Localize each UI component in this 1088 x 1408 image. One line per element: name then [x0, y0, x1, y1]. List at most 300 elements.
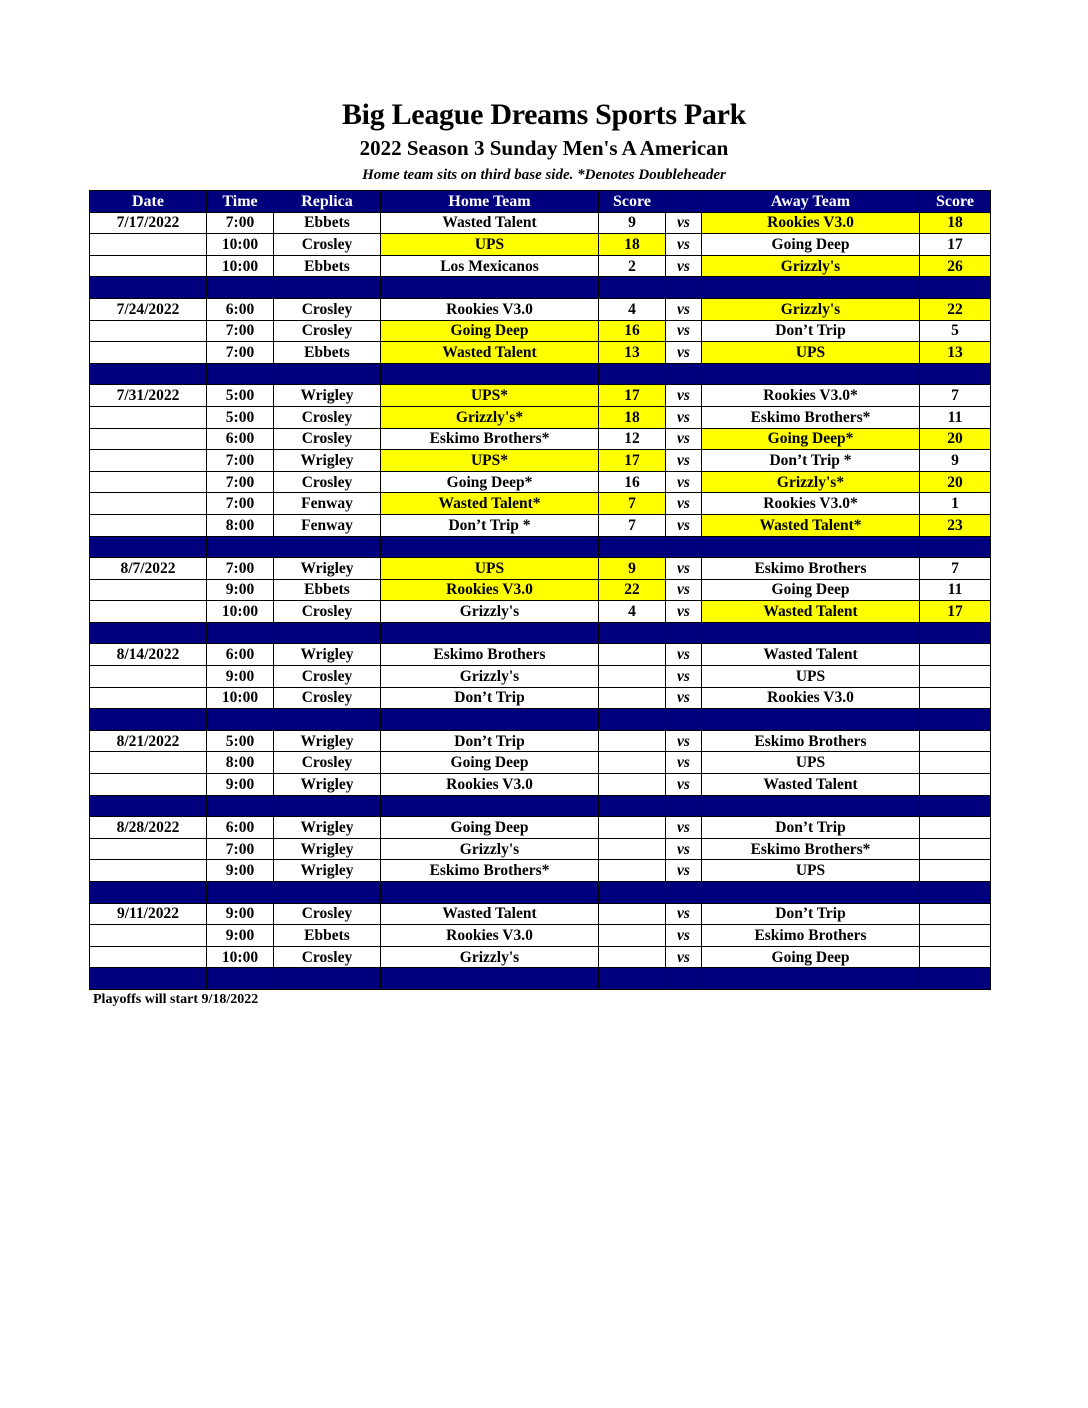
home-team: Wasted Talent [381, 342, 599, 364]
home-team: UPS* [381, 450, 599, 472]
vs-label: vs [666, 558, 702, 580]
game-time: 7:00 [207, 212, 274, 234]
game-row [90, 860, 991, 882]
separator-cell [207, 277, 274, 299]
separator-cell [274, 709, 381, 731]
game-row [90, 601, 991, 623]
game-replica: Wrigley [274, 450, 381, 472]
away-team: UPS [702, 752, 920, 774]
away-team: Eskimo Brothers [702, 558, 920, 580]
separator-cell [90, 622, 207, 644]
game-date [90, 579, 207, 601]
separator-cell [207, 536, 274, 558]
vs-label: vs [666, 450, 702, 472]
vs-label: vs [666, 428, 702, 450]
game-date: 9/11/2022 [90, 903, 207, 925]
game-time: 5:00 [207, 385, 274, 407]
schedule-body [90, 212, 991, 989]
home-score: 13 [599, 342, 666, 364]
home-score: 7 [599, 493, 666, 515]
home-team: Rookies V3.0 [381, 925, 599, 947]
home-score [599, 946, 666, 968]
separator-cell [920, 795, 991, 817]
game-row [90, 774, 991, 796]
separator-cell [702, 795, 920, 817]
separator-cell [207, 968, 274, 990]
game-date: 7/24/2022 [90, 298, 207, 320]
game-replica: Wrigley [274, 385, 381, 407]
game-date [90, 471, 207, 493]
game-time: 7:00 [207, 342, 274, 364]
away-team: Grizzly's [702, 255, 920, 277]
game-row [90, 320, 991, 342]
game-replica: Wrigley [274, 860, 381, 882]
game-time: 7:00 [207, 450, 274, 472]
game-date [90, 838, 207, 860]
vs-label: vs [666, 234, 702, 256]
home-score [599, 817, 666, 839]
separator-cell [920, 882, 991, 904]
separator-cell [90, 363, 207, 385]
away-team: Don’t Trip [702, 903, 920, 925]
away-team: Rookies V3.0 [702, 212, 920, 234]
playoffs-note: Playoffs will start 9/18/2022 [93, 992, 259, 1007]
game-date [90, 925, 207, 947]
col-header-home-score: Score [599, 191, 666, 213]
game-row [90, 255, 991, 277]
col-header-away-team: Away Team [702, 191, 920, 213]
separator-cell [920, 536, 991, 558]
away-team: Rookies V3.0* [702, 493, 920, 515]
game-date [90, 687, 207, 709]
away-team: Going Deep [702, 946, 920, 968]
separator-cell [207, 363, 274, 385]
game-row [90, 644, 991, 666]
schedule-table [89, 190, 991, 990]
home-score: 2 [599, 255, 666, 277]
game-date [90, 601, 207, 623]
separator-cell [274, 795, 381, 817]
home-team: Grizzly's [381, 946, 599, 968]
game-time: 9:00 [207, 774, 274, 796]
game-row [90, 342, 991, 364]
game-replica: Crosley [274, 666, 381, 688]
vs-label: vs [666, 212, 702, 234]
week-separator [90, 968, 991, 990]
away-team: UPS [702, 342, 920, 364]
game-row [90, 514, 991, 536]
game-time: 6:00 [207, 428, 274, 450]
game-time: 7:00 [207, 471, 274, 493]
away-score: 7 [920, 385, 991, 407]
home-score: 4 [599, 601, 666, 623]
home-score: 16 [599, 471, 666, 493]
home-score: 17 [599, 385, 666, 407]
col-header-replica: Replica [274, 191, 381, 213]
away-score: 11 [920, 579, 991, 601]
home-score [599, 925, 666, 947]
game-date [90, 514, 207, 536]
vs-label: vs [666, 342, 702, 364]
week-separator [90, 882, 991, 904]
separator-cell [599, 536, 666, 558]
separator-cell [207, 622, 274, 644]
home-score [599, 752, 666, 774]
away-team: Eskimo Brothers* [702, 838, 920, 860]
away-score: 17 [920, 234, 991, 256]
game-time: 7:00 [207, 493, 274, 515]
game-replica: Fenway [274, 493, 381, 515]
game-time: 5:00 [207, 730, 274, 752]
home-score: 18 [599, 406, 666, 428]
game-row [90, 493, 991, 515]
home-team: Eskimo Brothers* [381, 428, 599, 450]
separator-cell [381, 795, 599, 817]
separator-cell [207, 709, 274, 731]
week-separator [90, 795, 991, 817]
home-score: 9 [599, 212, 666, 234]
week-separator [90, 709, 991, 731]
game-date: 8/28/2022 [90, 817, 207, 839]
home-team: Wasted Talent* [381, 493, 599, 515]
away-score [920, 644, 991, 666]
game-time: 8:00 [207, 514, 274, 536]
home-score: 22 [599, 579, 666, 601]
game-time: 7:00 [207, 320, 274, 342]
game-time: 9:00 [207, 666, 274, 688]
game-replica: Fenway [274, 514, 381, 536]
away-team: Rookies V3.0* [702, 385, 920, 407]
separator-cell [666, 622, 702, 644]
away-score [920, 687, 991, 709]
game-row [90, 666, 991, 688]
separator-cell [666, 277, 702, 299]
game-row [90, 385, 991, 407]
home-team: Don’t Trip * [381, 514, 599, 536]
game-replica: Wrigley [274, 558, 381, 580]
separator-cell [274, 536, 381, 558]
separator-cell [920, 709, 991, 731]
game-row [90, 579, 991, 601]
game-date [90, 406, 207, 428]
separator-cell [599, 968, 666, 990]
col-header-date: Date [90, 191, 207, 213]
game-row [90, 838, 991, 860]
week-separator [90, 622, 991, 644]
game-row [90, 406, 991, 428]
game-date: 8/21/2022 [90, 730, 207, 752]
away-team: Eskimo Brothers* [702, 406, 920, 428]
home-team: Rookies V3.0 [381, 774, 599, 796]
game-replica: Crosley [274, 903, 381, 925]
separator-cell [599, 709, 666, 731]
away-team: Wasted Talent* [702, 514, 920, 536]
vs-label: vs [666, 687, 702, 709]
game-date [90, 666, 207, 688]
home-score [599, 903, 666, 925]
away-team: Wasted Talent [702, 774, 920, 796]
separator-cell [381, 968, 599, 990]
game-replica: Wrigley [274, 774, 381, 796]
away-score [920, 817, 991, 839]
vs-label: vs [666, 666, 702, 688]
game-row [90, 752, 991, 774]
game-date [90, 320, 207, 342]
away-score: 26 [920, 255, 991, 277]
away-team: Grizzly's [702, 298, 920, 320]
game-replica: Crosley [274, 946, 381, 968]
season-subtitle: 2022 Season 3 Sunday Men's A American [359, 136, 729, 160]
away-team: Wasted Talent [702, 644, 920, 666]
game-row [90, 687, 991, 709]
vs-label: vs [666, 644, 702, 666]
home-team: Rookies V3.0 [381, 298, 599, 320]
game-row [90, 730, 991, 752]
separator-cell [666, 536, 702, 558]
separator-cell [666, 795, 702, 817]
separator-cell [702, 968, 920, 990]
game-time: 9:00 [207, 903, 274, 925]
separator-cell [207, 882, 274, 904]
home-score: 12 [599, 428, 666, 450]
vs-label: vs [666, 320, 702, 342]
game-date [90, 234, 207, 256]
separator-cell [274, 968, 381, 990]
separator-cell [702, 363, 920, 385]
game-replica: Ebbets [274, 255, 381, 277]
home-team: UPS* [381, 385, 599, 407]
separator-cell [274, 363, 381, 385]
home-team: Wasted Talent [381, 212, 599, 234]
home-team: Rookies V3.0 [381, 579, 599, 601]
away-team: Don’t Trip [702, 817, 920, 839]
game-time: 10:00 [207, 946, 274, 968]
home-score: 7 [599, 514, 666, 536]
game-row [90, 903, 991, 925]
header-row [90, 191, 991, 213]
away-score: 11 [920, 406, 991, 428]
game-time: 6:00 [207, 644, 274, 666]
separator-cell [920, 622, 991, 644]
separator-cell [599, 622, 666, 644]
away-score: 7 [920, 558, 991, 580]
week-separator [90, 536, 991, 558]
away-score: 23 [920, 514, 991, 536]
home-team: Eskimo Brothers* [381, 860, 599, 882]
game-date: 7/17/2022 [90, 212, 207, 234]
game-replica: Crosley [274, 320, 381, 342]
game-replica: Ebbets [274, 579, 381, 601]
away-score: 22 [920, 298, 991, 320]
home-score [599, 730, 666, 752]
separator-cell [920, 277, 991, 299]
separator-cell [666, 968, 702, 990]
vs-label: vs [666, 601, 702, 623]
separator-cell [381, 536, 599, 558]
vs-label: vs [666, 579, 702, 601]
separator-cell [666, 709, 702, 731]
vs-label: vs [666, 514, 702, 536]
home-team: Going Deep [381, 752, 599, 774]
away-team: Don’t Trip * [702, 450, 920, 472]
game-date: 8/7/2022 [90, 558, 207, 580]
separator-cell [90, 536, 207, 558]
vs-label: vs [666, 860, 702, 882]
page-title: Big League Dreams Sports Park [341, 98, 747, 131]
game-time: 10:00 [207, 601, 274, 623]
game-replica: Crosley [274, 601, 381, 623]
game-replica: Crosley [274, 298, 381, 320]
game-row [90, 471, 991, 493]
separator-cell [381, 277, 599, 299]
separator-cell [381, 882, 599, 904]
game-time: 10:00 [207, 687, 274, 709]
game-replica: Crosley [274, 471, 381, 493]
away-team: Going Deep [702, 234, 920, 256]
home-score [599, 860, 666, 882]
col-header-time: Time [207, 191, 274, 213]
separator-cell [599, 363, 666, 385]
game-date [90, 752, 207, 774]
separator-cell [920, 363, 991, 385]
away-team: Grizzly's* [702, 471, 920, 493]
game-date [90, 860, 207, 882]
home-team: Eskimo Brothers [381, 644, 599, 666]
week-separator [90, 363, 991, 385]
home-team: Los Mexicanos [381, 255, 599, 277]
separator-cell [666, 882, 702, 904]
schedule-note: Home team sits on third base side. *Denotes Doubleheader [362, 167, 726, 183]
home-team: UPS [381, 558, 599, 580]
game-replica: Crosley [274, 428, 381, 450]
away-score [920, 925, 991, 947]
away-score [920, 752, 991, 774]
vs-label: vs [666, 730, 702, 752]
separator-cell [702, 277, 920, 299]
home-team: Going Deep [381, 320, 599, 342]
game-date [90, 428, 207, 450]
home-team: Going Deep* [381, 471, 599, 493]
away-team: Don’t Trip [702, 320, 920, 342]
separator-cell [381, 709, 599, 731]
separator-cell [702, 536, 920, 558]
away-team: UPS [702, 860, 920, 882]
game-time: 9:00 [207, 860, 274, 882]
away-score [920, 774, 991, 796]
vs-label: vs [666, 298, 702, 320]
vs-label: vs [666, 752, 702, 774]
game-replica: Ebbets [274, 212, 381, 234]
game-replica: Wrigley [274, 838, 381, 860]
home-score [599, 666, 666, 688]
game-row [90, 558, 991, 580]
game-replica: Wrigley [274, 817, 381, 839]
game-row [90, 298, 991, 320]
away-score [920, 666, 991, 688]
game-row [90, 212, 991, 234]
home-score: 4 [599, 298, 666, 320]
game-time: 9:00 [207, 579, 274, 601]
game-row [90, 450, 991, 472]
vs-label: vs [666, 903, 702, 925]
home-score [599, 687, 666, 709]
game-row [90, 234, 991, 256]
home-score: 17 [599, 450, 666, 472]
separator-cell [702, 622, 920, 644]
vs-label: vs [666, 774, 702, 796]
away-team: Rookies V3.0 [702, 687, 920, 709]
vs-label: vs [666, 817, 702, 839]
away-team: Going Deep* [702, 428, 920, 450]
away-score [920, 860, 991, 882]
game-replica: Wrigley [274, 644, 381, 666]
separator-cell [599, 277, 666, 299]
away-team: Eskimo Brothers [702, 730, 920, 752]
away-team: Wasted Talent [702, 601, 920, 623]
separator-cell [702, 709, 920, 731]
vs-label: vs [666, 946, 702, 968]
game-time: 7:00 [207, 558, 274, 580]
away-score: 5 [920, 320, 991, 342]
game-replica: Ebbets [274, 925, 381, 947]
game-row [90, 925, 991, 947]
vs-label: vs [666, 493, 702, 515]
away-score [920, 838, 991, 860]
away-score [920, 730, 991, 752]
game-date [90, 450, 207, 472]
game-replica: Crosley [274, 234, 381, 256]
game-row [90, 946, 991, 968]
home-team: Going Deep [381, 817, 599, 839]
vs-label: vs [666, 255, 702, 277]
separator-cell [274, 277, 381, 299]
away-team: Eskimo Brothers [702, 925, 920, 947]
home-team: Don’t Trip [381, 687, 599, 709]
col-header-vs [666, 191, 702, 213]
game-time: 9:00 [207, 925, 274, 947]
separator-cell [666, 363, 702, 385]
separator-cell [90, 795, 207, 817]
vs-label: vs [666, 838, 702, 860]
away-score: 13 [920, 342, 991, 364]
separator-cell [920, 968, 991, 990]
game-date [90, 946, 207, 968]
away-score: 20 [920, 471, 991, 493]
separator-cell [599, 795, 666, 817]
game-time: 7:00 [207, 838, 274, 860]
separator-cell [599, 882, 666, 904]
away-score [920, 946, 991, 968]
game-date [90, 342, 207, 364]
separator-cell [381, 363, 599, 385]
separator-cell [274, 622, 381, 644]
away-score: 1 [920, 493, 991, 515]
home-team: Grizzly's [381, 666, 599, 688]
home-team: Grizzly's [381, 601, 599, 623]
away-team: UPS [702, 666, 920, 688]
home-team: Grizzly's* [381, 406, 599, 428]
home-team: UPS [381, 234, 599, 256]
away-score: 9 [920, 450, 991, 472]
game-replica: Crosley [274, 406, 381, 428]
vs-label: vs [666, 385, 702, 407]
separator-cell [381, 622, 599, 644]
game-time: 6:00 [207, 817, 274, 839]
home-team: Wasted Talent [381, 903, 599, 925]
separator-cell [90, 277, 207, 299]
home-score: 18 [599, 234, 666, 256]
game-replica: Crosley [274, 687, 381, 709]
